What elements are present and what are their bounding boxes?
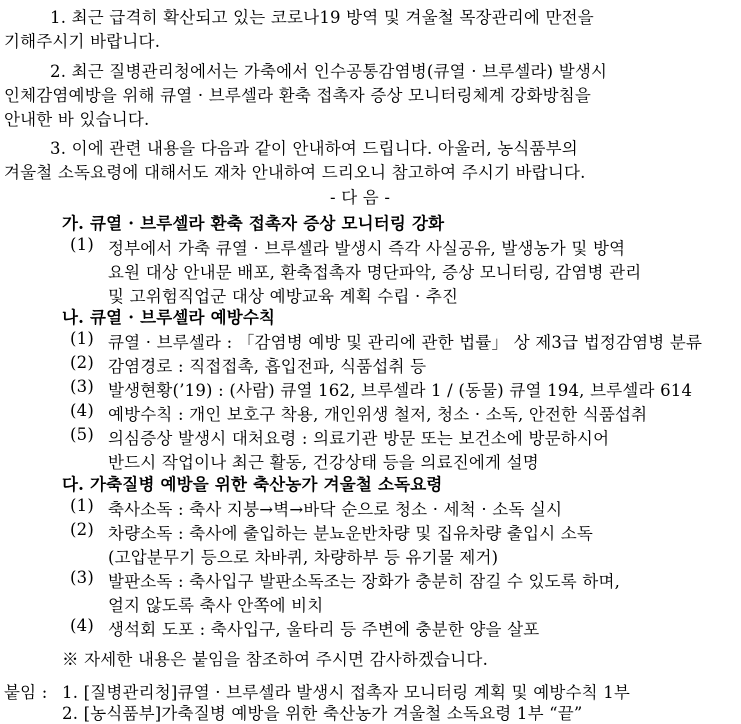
paragraph-3-line-2: 겨울철 소독요령에 대해서도 재차 안내하여 드리오니 참고하여 주시기 바랍니다.: [4, 163, 586, 182]
section-ga-title: 가. 큐열 · 브루셀라 환축 접촉자 증상 모니터링 강화: [62, 214, 445, 233]
list-item-line: 축사소독 : 축사 지붕→벽→바닥 순으로 청소 · 세척 · 소독 실시: [108, 500, 563, 519]
list-item-line: 발판소독 : 축사입구 발판소독조는 장화가 충분히 잠길 수 있도록 하며,: [108, 572, 621, 591]
list-item-line: 요원 대상 안내문 배포, 환축접촉자 명단파악, 증상 모니터링, 감염병 관리: [108, 263, 642, 282]
list-item-line: (고압분무기 등으로 차바퀴, 차량하부 등 유기물 제거): [108, 548, 499, 567]
list-item-number: (3): [70, 377, 94, 396]
reference-note: ※ 자세한 내용은 붙임을 참조하여 주시면 감사하겠습니다.: [62, 650, 489, 669]
list-item-line: 차량소독 : 축사에 출입하는 분뇨운반차량 및 집유차량 출입시 소독: [108, 524, 594, 543]
list-item-number: (2): [70, 353, 94, 372]
list-item-line: 의심증상 발생시 대처요령 : 의료기관 방문 또는 보건소에 방문하시어: [108, 429, 610, 448]
attachment-item-2: 2. [농식품부]가축질병 예방을 위한 축산농가 겨울철 소독요령 1부 “끝”: [62, 704, 583, 723]
list-item-number: (4): [70, 401, 94, 420]
paragraph-2-line-2: 인체감염예방을 위해 큐열 · 브루셀라 환축 접촉자 증상 모니터링체계 강화방침을: [4, 86, 592, 105]
paragraph-2-line-1: 2. 최근 질병관리청에서는 가축에서 인수공통감염병(큐열 · 브루셀라) 발생시: [50, 62, 608, 81]
list-item-line: 큐열 · 브루셀라 : 「감염병 예방 및 관리에 관한 법률」 상 제3급 법정감염병 분류: [108, 333, 703, 352]
paragraph-2-line-3: 안내한 바 있습니다.: [4, 110, 150, 129]
list-item-number: (2): [70, 520, 94, 539]
list-item-line: 생석회 도포 : 축사입구, 울타리 등 주변에 충분한 양을 살포: [108, 620, 540, 639]
paragraph-1-line-1: 1. 최근 급격히 확산되고 있는 코로나19 방역 및 겨울철 목장관리에 만전을: [50, 8, 594, 27]
list-item-number: (3): [70, 568, 94, 587]
section-na-title: 나. 큐열 · 브루셀라 예방수칙: [62, 308, 276, 327]
list-item-number: (1): [70, 329, 94, 348]
list-item-line: 감염경로 : 직접접촉, 흡입전파, 식품섭취 등: [108, 357, 427, 376]
attachments-label: 붙임 :: [4, 683, 48, 702]
list-item-number: (1): [70, 235, 94, 254]
list-item-line: 반드시 작업이나 최근 활동, 건강상태 등을 의료진에게 설명: [108, 453, 539, 472]
section-da-title: 다. 가축질병 예방을 위한 축산농가 겨울철 소독요령: [62, 475, 443, 494]
paragraph-3-line-1: 3. 이에 관련 내용을 다음과 같이 안내하여 드립니다. 아울러, 농식품부의: [50, 139, 578, 158]
list-item-line: 발생현황(’19) : (사람) 큐열 162, 브루셀라 1 / (동물) 큐열 194, 브루셀라 614: [108, 381, 693, 400]
list-item-number: (4): [70, 616, 94, 635]
list-item-number: (1): [70, 496, 94, 515]
list-item-line: 예방수칙 : 개인 보호구 착용, 개인위생 철저, 청소 · 소독, 안전한 식품섭취: [108, 405, 648, 424]
attachment-item-1: 1. [질병관리청]큐열 · 브루셀라 발생시 접촉자 모니터링 계획 및 예방수칙 1부: [62, 683, 631, 702]
list-item-line: 정부에서 가축 큐열 · 브루셀라 발생시 즉각 사실공유, 발생농가 및 방역: [108, 239, 626, 258]
list-item-line: 및 고위험직업군 대상 예방교육 계획 수립 · 추진: [108, 287, 459, 306]
paragraph-1-line-2: 기해주시기 바랍니다.: [4, 32, 161, 51]
list-item-number: (5): [70, 425, 94, 444]
divider-heading: - 다 음 -: [330, 188, 391, 207]
list-item-line: 얼지 않도록 축사 안쪽에 비치: [108, 596, 324, 615]
